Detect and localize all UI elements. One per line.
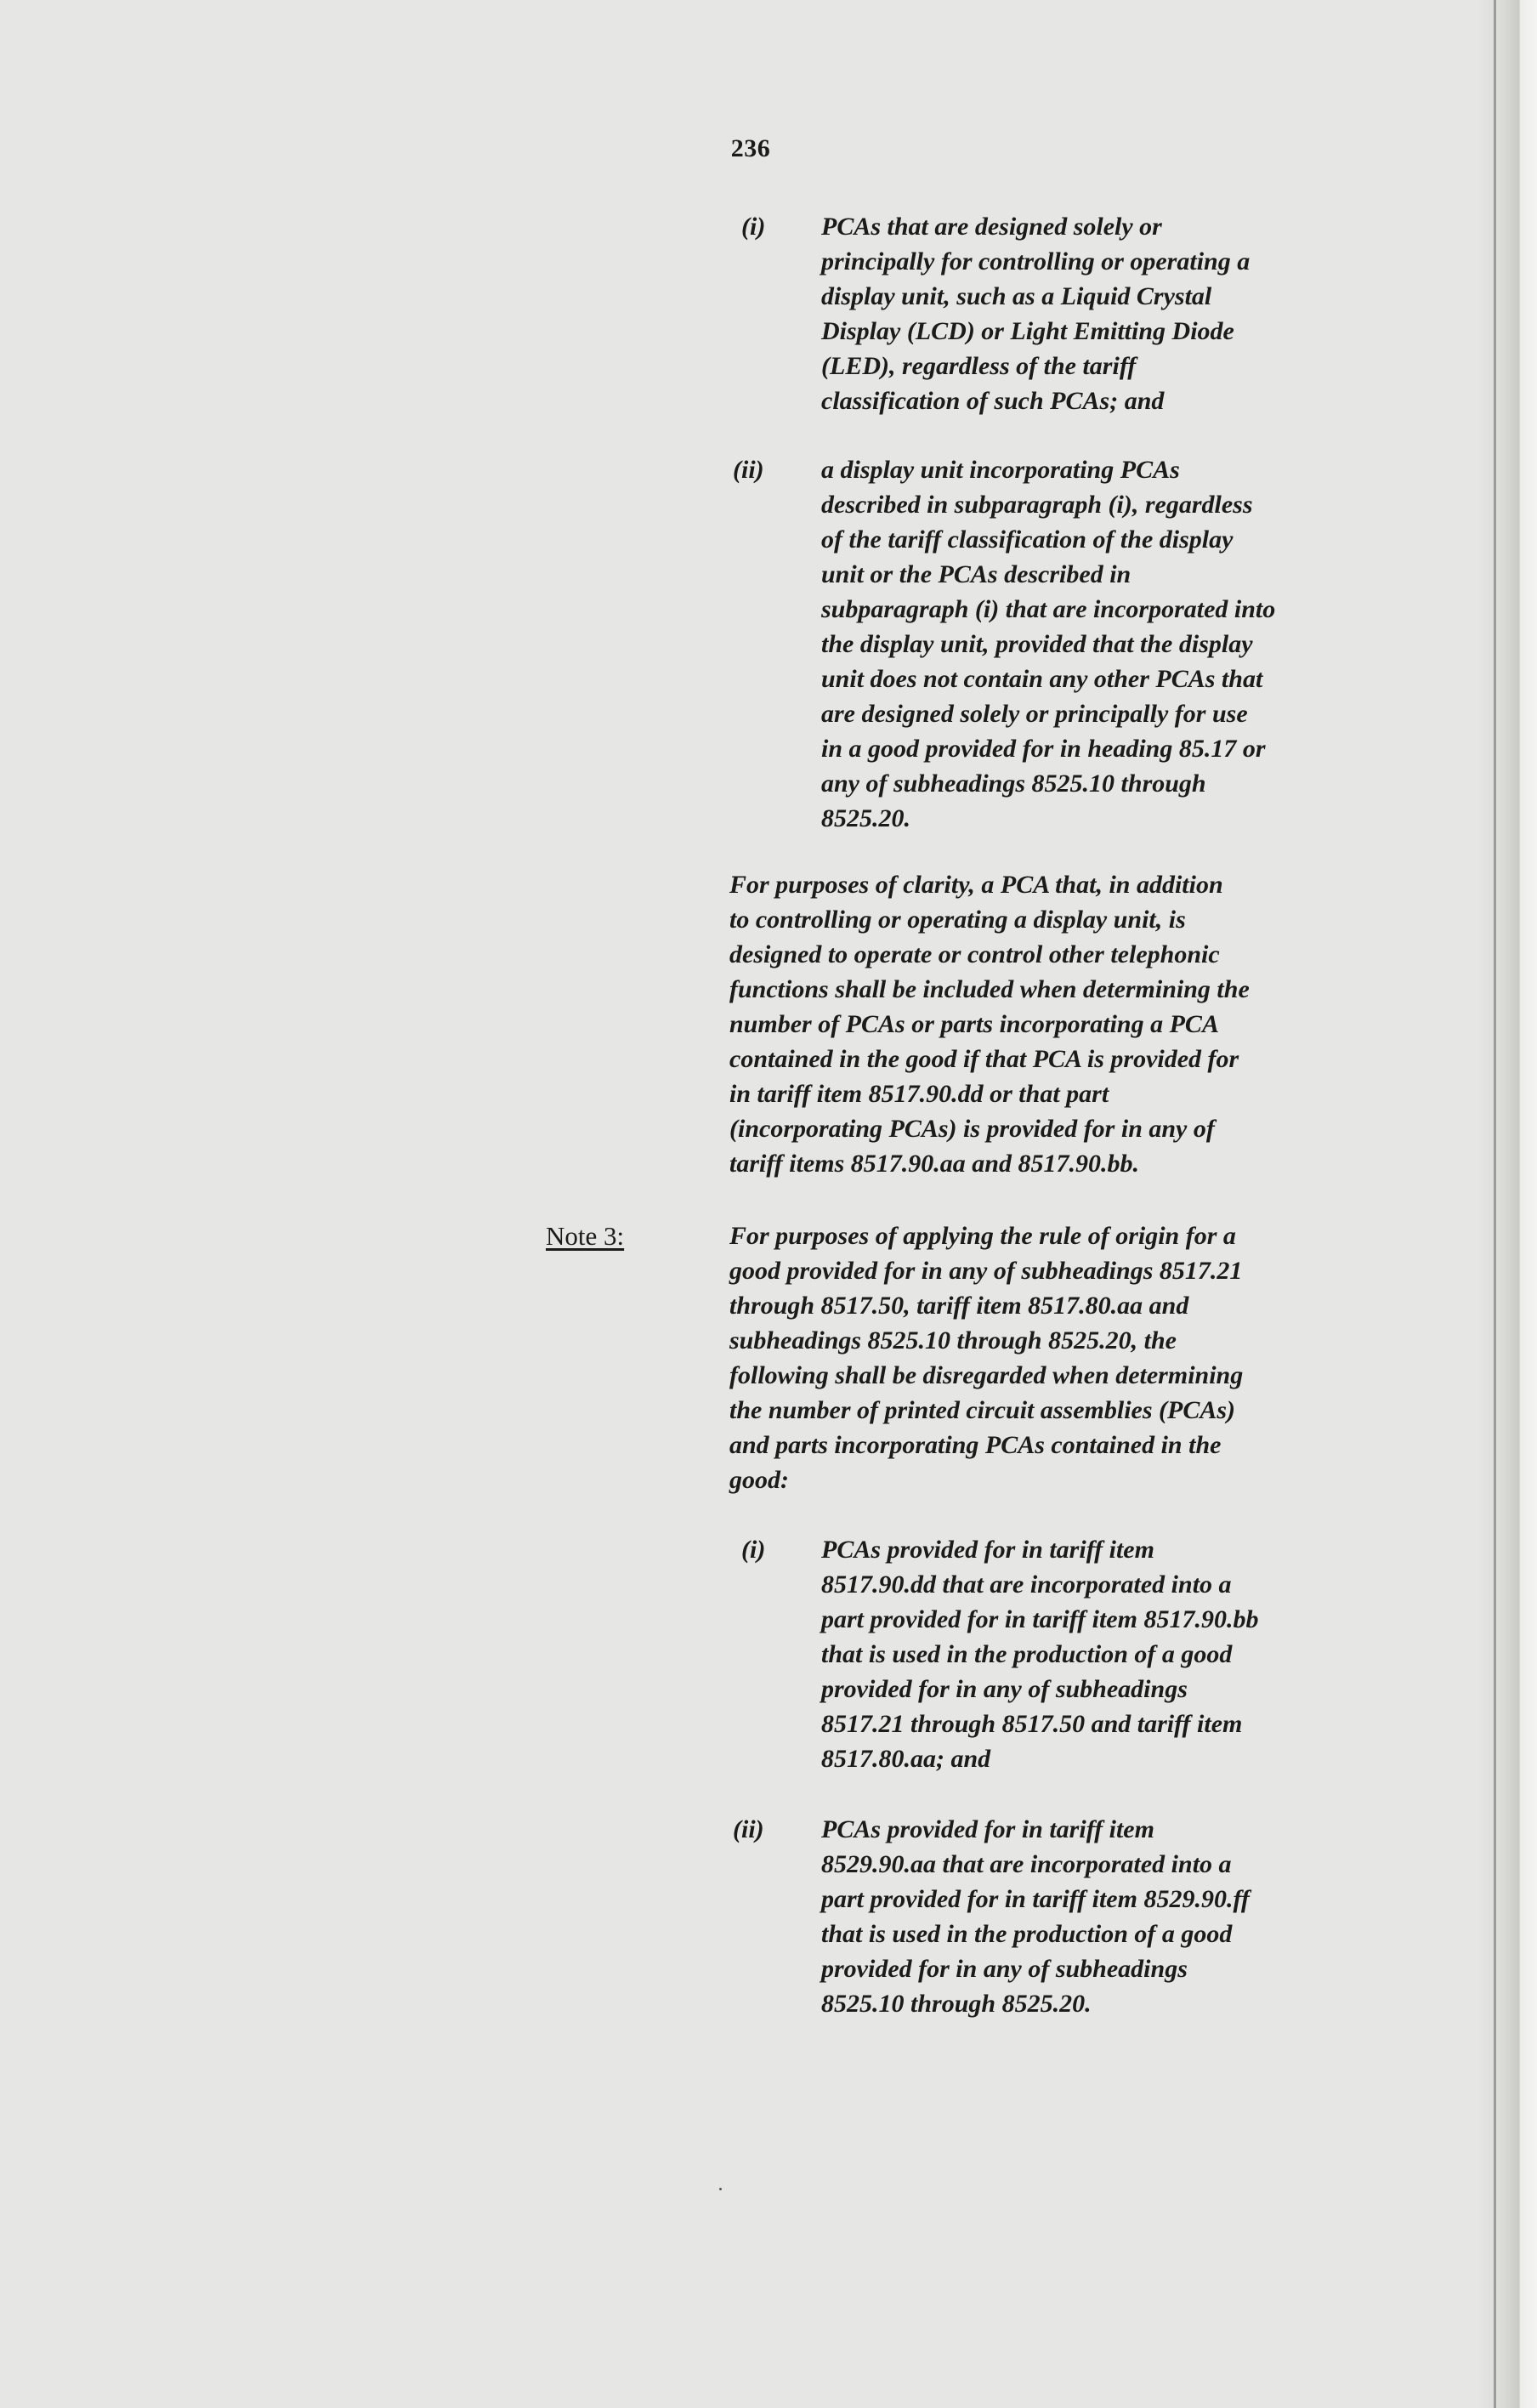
clarity-paragraph <box>729 867 1250 1181</box>
text-line: subparagraph (i) that are incorporated into <box>821 595 1276 623</box>
text-line: in tariff item 8517.90.dd or that part <box>729 1080 1109 1108</box>
text-line: 8517.90.dd that are incorporated into a <box>821 1570 1232 1599</box>
text-line: unit does not contain any other PCAs that <box>821 665 1263 693</box>
text-line: good provided for in any of subheadings 8517.21 <box>729 1257 1243 1285</box>
note2-item-i-marker: (i) <box>741 213 766 241</box>
text-line: PCAs provided for in tariff item <box>821 1815 1154 1843</box>
text-line: functions shall be included when determining the <box>729 975 1250 1003</box>
text-line: For purposes of clarity, a PCA that, in addition <box>729 871 1223 899</box>
text-line: that is used in the production of a good <box>821 1920 1233 1948</box>
text-line: in a good provided for in heading 85.17 or <box>821 735 1266 763</box>
text-line: through 8517.50, tariff item 8517.80.aa and <box>729 1292 1189 1320</box>
note3-item-i-marker: (i) <box>741 1536 766 1564</box>
page-binding-shadow <box>1477 0 1537 2408</box>
text-line: provided for in any of subheadings <box>821 1955 1188 1983</box>
note2-item-i-text <box>821 209 1250 418</box>
text-line: to controlling or operating a display unit, is <box>729 906 1186 934</box>
note3-item-ii-text <box>821 1812 1250 2021</box>
text-line: good: <box>729 1466 789 1494</box>
page-edge-line <box>1494 0 1496 2408</box>
text-line: 8517.21 through 8517.50 and tariff item <box>821 1710 1243 1738</box>
text-line: that is used in the production of a good <box>821 1640 1233 1668</box>
text-line: and parts incorporating PCAs contained in the <box>729 1431 1222 1459</box>
text-line: the number of printed circuit assemblies (PCAs) <box>729 1396 1236 1424</box>
text-line: classification of such PCAs; and <box>821 387 1165 415</box>
text-line: 8517.80.aa; and <box>821 1745 991 1773</box>
text-line: 8529.90.aa that are incorporated into a <box>821 1850 1232 1878</box>
text-line: part provided for in tariff item 8517.90.bb <box>821 1605 1259 1633</box>
text-line: part provided for in tariff item 8529.90.ff <box>821 1885 1250 1913</box>
text-line: provided for in any of subheadings <box>821 1675 1188 1703</box>
text-line: the display unit, provided that the display <box>821 630 1253 658</box>
note2-item-ii-text <box>821 452 1275 836</box>
text-line: described in subparagraph (i), regardless <box>821 491 1253 519</box>
text-line: designed to operate or control other telephonic <box>729 940 1220 968</box>
note3-item-i-text <box>821 1532 1258 1776</box>
text-line: For purposes of applying the rule of origin for a <box>729 1222 1236 1250</box>
note3-text <box>729 1218 1243 1497</box>
page-number: 236 <box>730 134 771 162</box>
text-line: subheadings 8525.10 through 8525.20, the <box>729 1326 1177 1354</box>
text-line: unit or the PCAs described in <box>821 560 1131 588</box>
text-line: any of subheadings 8525.10 through <box>821 770 1206 798</box>
text-line: contained in the good if that PCA is provided for <box>729 1045 1239 1073</box>
text-line: PCAs provided for in tariff item <box>821 1536 1154 1564</box>
text-line: (LED), regardless of the tariff <box>821 352 1137 380</box>
text-line: tariff items 8517.90.aa and 8517.90.bb. <box>729 1150 1139 1178</box>
text-line: 8525.20. <box>821 804 910 832</box>
note3-label: Note 3: <box>546 1221 625 1251</box>
text-line: number of PCAs or parts incorporating a PCA <box>729 1010 1219 1038</box>
note3-item-ii-marker: (ii) <box>733 1815 764 1843</box>
text-line: Display (LCD) or Light Emitting Diode <box>821 317 1234 345</box>
text-line: of the tariff classification of the display <box>821 525 1234 554</box>
text-line: PCAs that are designed solely or <box>821 213 1162 241</box>
text-line: following shall be disregarded when determining <box>729 1361 1244 1389</box>
text-line: a display unit incorporating PCAs <box>821 456 1180 484</box>
text-line: principally for controlling or operating a <box>821 247 1251 275</box>
text-line: 8525.10 through 8525.20. <box>821 1990 1092 2018</box>
stray-dot <box>719 2188 722 2190</box>
text-line: (incorporating PCAs) is provided for in any of <box>729 1115 1215 1143</box>
text-line: are designed solely or principally for use <box>821 700 1248 728</box>
text-line: display unit, such as a Liquid Crystal <box>821 282 1212 310</box>
note2-item-ii-marker: (ii) <box>733 456 764 484</box>
